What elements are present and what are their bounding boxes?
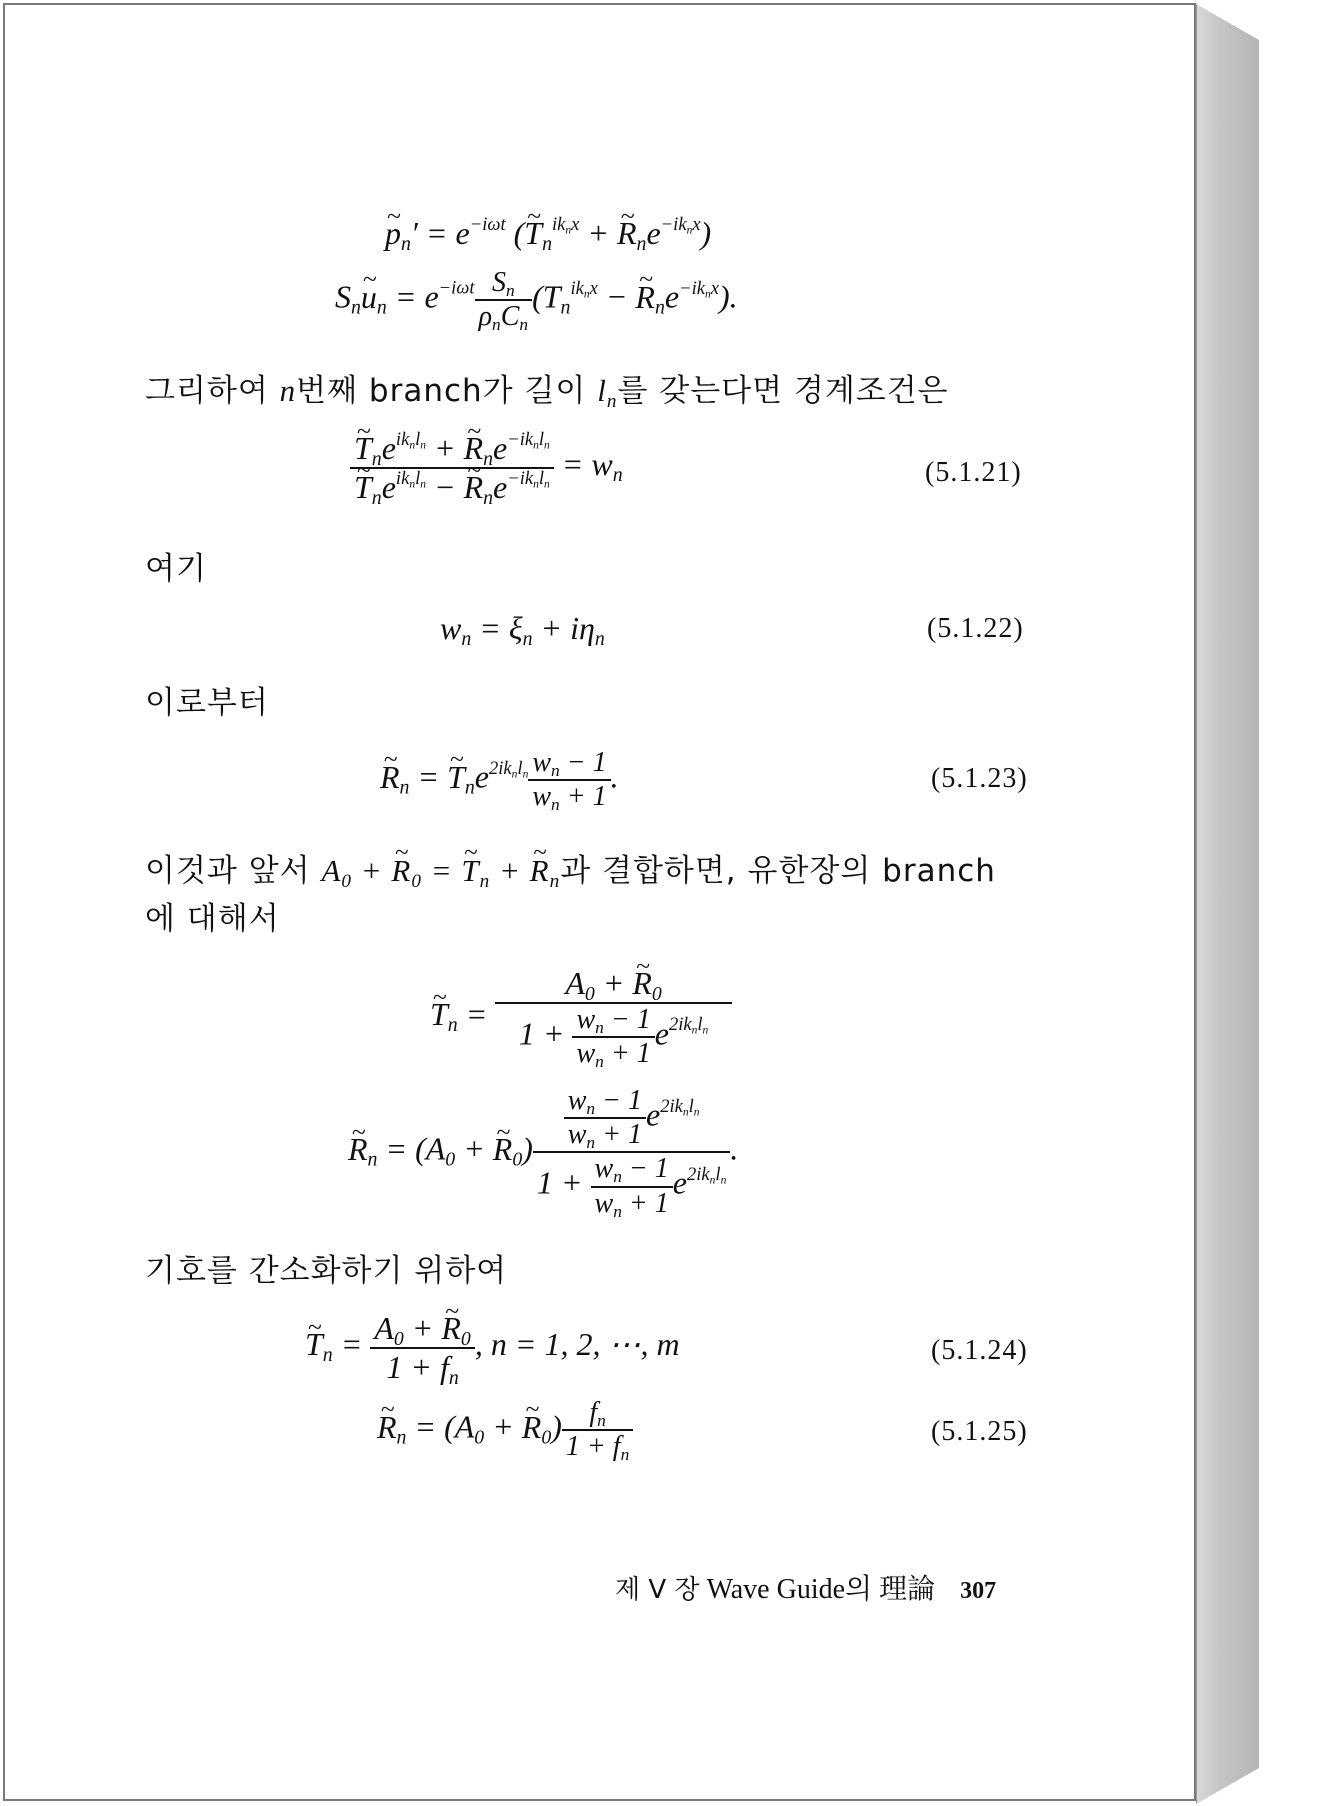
- page-footer: [615, 1567, 996, 1607]
- equation-pressure: ~ $p_n' = e^{-i\omega t}$ (~ $T_n^{ik_nx}$ + ~ $R_ne^{-ik_nx}$): [385, 215, 711, 252]
- equation-number: (5.1.24): [931, 1335, 1028, 1366]
- text-here: 여기: [145, 551, 207, 587]
- equation-number: (5.1.21): [925, 457, 1022, 488]
- equation-5-1-23: ~ $R_n$ = ~ $T_ne^{2ik_nl_n}$ $\frac{w_n - 1}{w_n + 1}$ .: [380, 747, 619, 813]
- equation-5-1-25: ~ $R_n = (A_0$ + ~ $R_0$) $\frac{f_n}{1 + f_n}$: [377, 1397, 633, 1463]
- text-from-this: 이로부터: [145, 685, 269, 721]
- text-boundary-intro: 그리하여 n번째 branch가 길이 $l_n$를 갖는다면 경계조건은: [145, 373, 949, 412]
- equation-5-1-21: ~ $T_ne^{ik_nl_n}$ + ~ $R_ne^{-ik_nl_n}$ ~ $T_ne^{ik_nl_n}$ − ~ $R_ne^{-ik_nl_n}$ = $w_n$: [350, 430, 623, 506]
- text-to-simplify: 기호를 간소화하기 위하여: [145, 1253, 508, 1289]
- equation-5-1-24: ~ $T_n$ = $\frac{A_0 + \sim R_0}{1 + f_n}$ , n = 1, 2, ⋯, m: [305, 1310, 680, 1386]
- equation-transmission-full: ~ $T_n$ = $A_0$ + ~ $R_0$ 1 + $\frac{w_n - 1}{w_n + 1}$ $e^{2ik_nl_n}$: [430, 965, 732, 1070]
- equation-number: (5.1.25): [931, 1416, 1028, 1447]
- chapter-prefix: 제 V 장: [615, 1575, 700, 1605]
- text-regarding: 에 대해서: [145, 901, 280, 937]
- equation-reflection-full: ~ $R_n = (A_0$ + ~ $R_0$) $\frac{w_n - 1}{w_n + 1}$ $e^{2ik_nl_n}$ 1 + $\frac{w_n - 1}{w_n + 1}$ $e^{2ik_nl_n}$ .: [348, 1085, 738, 1220]
- equation-number: (5.1.22): [927, 613, 1024, 644]
- equation-5-1-22: $w_n = \xi_n + i\eta_n$: [440, 610, 605, 650]
- book-page: [3, 3, 1196, 1801]
- equation-number: (5.1.23): [931, 763, 1028, 794]
- chapter-title: Wave Guide의 理論: [706, 1574, 936, 1605]
- text-combining: 이것과 앞서 $A_0$ + ~ $R_0$ = ~ $T_n$ + ~ $R_n$과 결합하면, 유한장의 branch: [145, 845, 996, 890]
- page-number: 307: [960, 1578, 997, 1604]
- book-page-edge: [1196, 4, 1259, 1804]
- equation-velocity: $S_n\sim$ $u_n = e^{-i\omega t}$ $\frac{S_n}{\rho_nC_n}$ ($T_n^{ik_nx}$ − ~ $R_ne^{-ik_nx}$).: [335, 267, 738, 333]
